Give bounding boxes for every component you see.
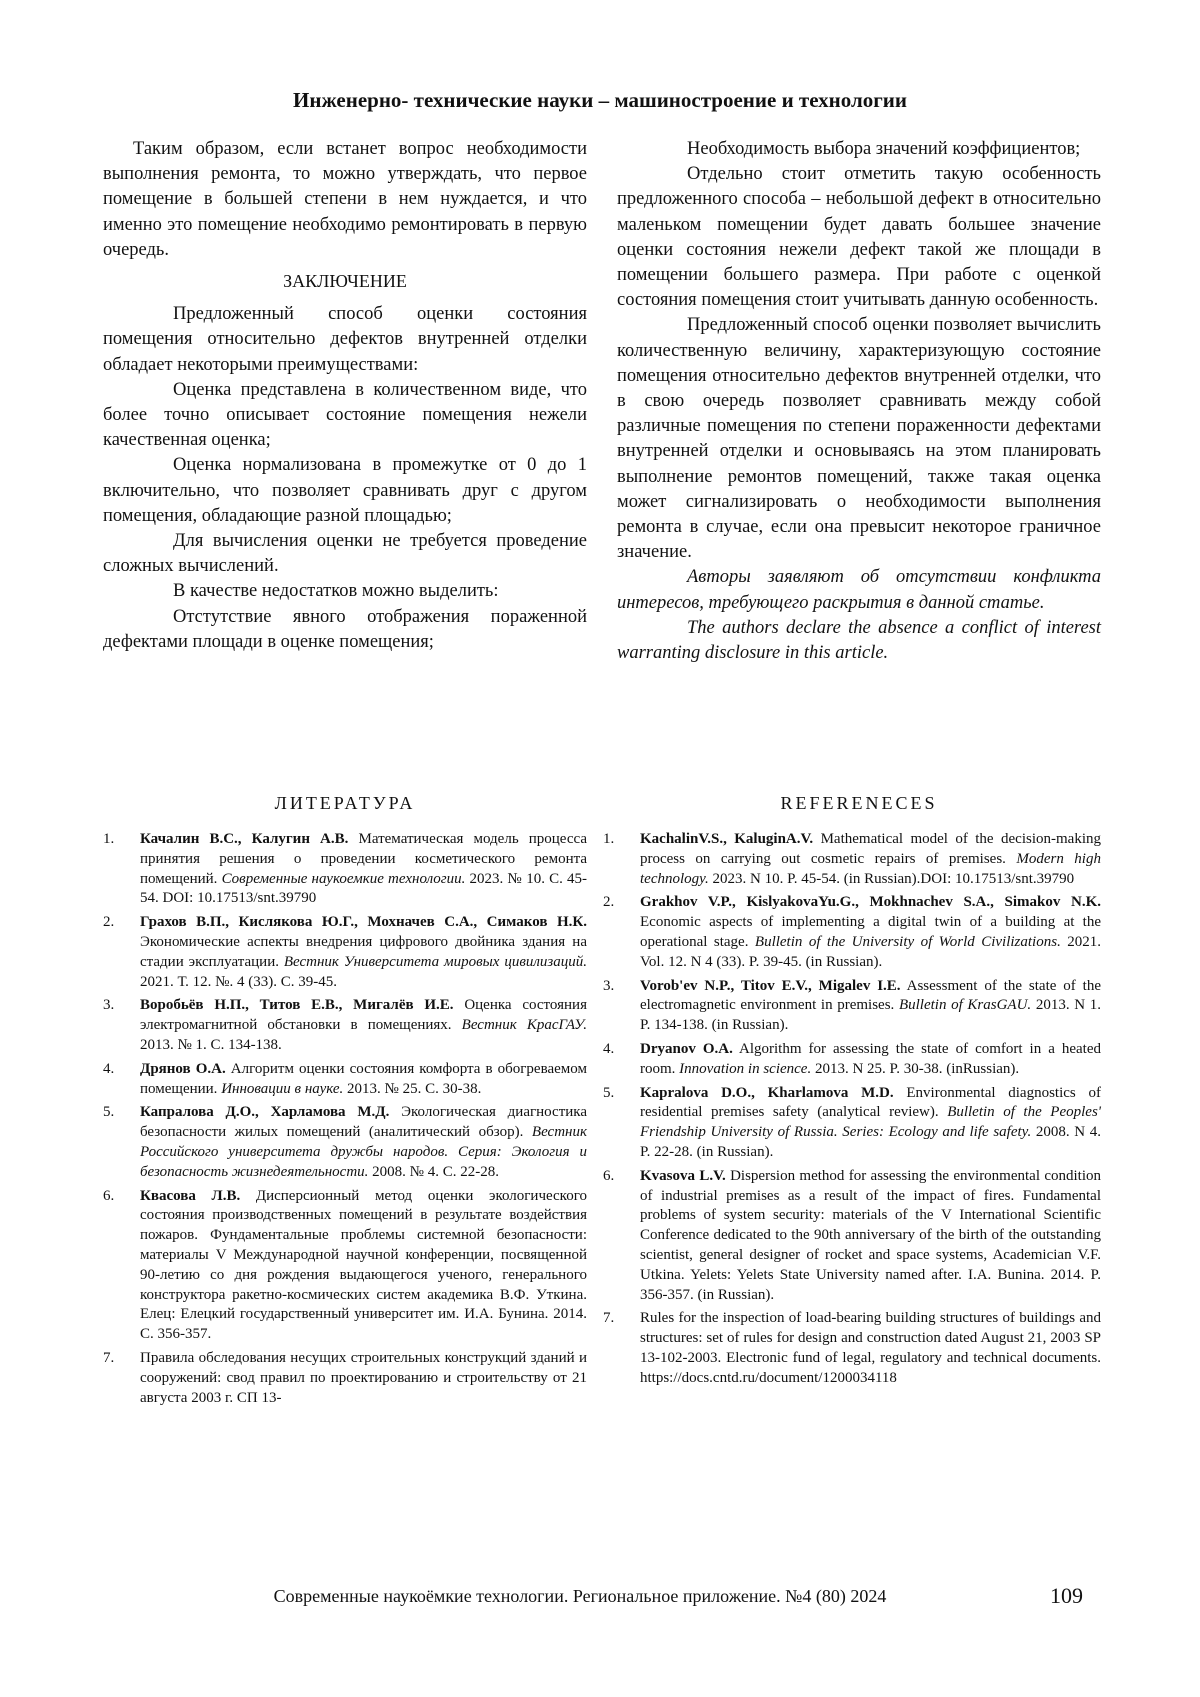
reference-item [603,1084,1101,1163]
reference-authors: Капралова Д.О., Харламова М.Д. [140,1104,390,1121]
reference-details: 2013. N 1. P. 134-138. (in Russian). [640,997,1101,1034]
reference-journal: Инновации в науке. [221,1080,344,1097]
reference-number: 4. [603,1040,615,1057]
reference-text: Экономические аспекты внедрения цифрового двойника здания на стадии эксплуатации. [140,933,587,970]
paragraph: Таким образом, если встанет вопрос необходимости выполнения ремонта, то можно утверждать, что первое помещение в большей степени в нем нуждается, и что именно это помещение необходимо ремонтировать в первую очередь. [103,139,587,260]
reference-journal: Вестник Университета мировых цивилизаций. [283,953,588,970]
reference-number: 3. [603,977,615,994]
reference-number: 3. [103,997,115,1014]
reference-text: Дисперсионный метод оценки экологического состояния производственных помещений в результате воздействия пожаров. Фундаментальные проблемы системной безопасности: материалы V Международной научной конференции, посвященной 90-летию со дня рождения выдающегося ученого, генерального конструктора ракетно-космических систем академика В.Ф. Уткина. Елец: Елецкий государственный университет им. И.А. Бунина. 2014. С. 356-357. [140,1187,587,1343]
references-list [603,830,1101,1393]
paragraph: Оценка нормализована в промежутке от 0 до 1 включительно, что позволяет сравнивать друг с другом помещения, обладающие разной площадью; [103,455,587,526]
reference-item [603,1167,1101,1306]
conflict-statement-ru: Авторы заявляют об отсутствии конфликта интересов, требующего раскрытия в данной статье. [617,567,1101,613]
paragraph: Необходимость выбора значений коэффициентов; [687,139,1081,159]
reference-item [103,996,587,1055]
reference-details: 2013. № 1. С. 134-138. [140,1036,282,1053]
reference-text: Assessment of the state of the electromagnetic environment in premises. [640,977,1101,1014]
reference-item [103,1060,587,1100]
reference-journal: Innovation in science. [679,1060,812,1077]
reference-authors: Квасова Л.В. [140,1187,241,1204]
left-text-column [103,137,587,655]
paragraph: Для вычисления оценки не требуется проведение сложных вычислений. [103,531,587,577]
reference-number: 1. [603,831,615,847]
paragraph: Оценка представлена в количественном виде, что более точно описывает состояние помещения нежели качественная оценка; [103,379,587,451]
reference-details: 2023. № 10. С. 45-54. DOI: 10.17513/snt.39790 [140,870,588,907]
paragraph: В качестве недостатков можно выделить: [173,581,499,602]
journal-footer: Современные наукоёмкие технологии. Региональное приложение. №4 (80) 2024 [273,1586,887,1606]
reference-text: Algorithm for assessing the state of comfort in a heated room. [640,1040,1101,1077]
reference-details: 2023. N 10. P. 45-54. (in Russian).DOI: 10.17513/snt.39790 [708,870,1075,887]
reference-number: 6. [603,1167,615,1184]
paragraph: Предложенный способ оценки позволяет вычислить количественную величину, характеризующую состояние помещения относительно дефектов внутренней отделки, что в свою очередь позволяет сравнивать между собой различные помещения по степени пораженности дефектами внутренней отделки и основываясь на этом планировать выполнение ремонтов помещений, также такая оценка может сигнализировать о необходимости выполнения ремонта в случае, если она превысит некоторое граничное значение. [617,315,1101,563]
reference-item [103,1103,587,1182]
reference-item [103,913,587,992]
reference-authors: Грахов В.П., Кислякова Ю.Г., Мохначев С.А., Симаков Н.К. [140,914,587,931]
references-heading: REFERENECES [780,793,938,813]
reference-number: 6. [103,1187,115,1204]
reference-text: Environmental diagnostics of residential premises safety (analytical review). [640,1084,1101,1121]
reference-number: 5. [603,1084,615,1101]
reference-details: 2013. № 25. С. 30-38. [343,1080,482,1097]
paragraph: Отдельно стоит отметить такую особенность предложенного способа – небольшой дефект в относительно маленьком помещении будет давать большее значение оценки состояния нежели дефект такой же площади в помещении большего размера. При работе с оценкой состояния помещения стоит учитывать данную особенность. [617,164,1101,311]
reference-item [603,1309,1101,1388]
literature-list [103,830,587,1412]
reference-details: 2021. Т. 12. №. 4 (33). С. 39-45. [140,973,337,990]
reference-number: 7. [103,1349,115,1366]
reference-number: 2. [603,894,615,911]
reference-item [603,830,1101,889]
reference-authors: KachalinV.S., KaluginA.V. [640,831,814,847]
paragraph: Отстутствие явного отображения пораженной дефектами площади в оценке помещения; [103,606,587,652]
right-text-column [617,137,1101,666]
reference-number: 7. [603,1310,615,1327]
reference-authors: Dryanov O.A. [640,1040,733,1057]
reference-authors: Kvasova L.V. [640,1167,726,1184]
reference-item [103,1187,587,1345]
reference-authors: Vorob'ev N.P., Titov E.V., Migalev I.E. [640,977,901,994]
paragraph: Предложенный способ оценки состояния помещения относительно дефектов внутренней отделки обладает некоторыми преимуществами: [103,304,587,375]
reference-authors: Kapralova D.O., Kharlamova M.D. [640,1084,894,1101]
reference-journal: Bulletin of KrasGAU. [898,997,1032,1014]
reference-text: Оценка состояния электромагнитной обстановки в помещениях. [140,997,587,1034]
reference-text: Dispersion method for assessing the environmental condition of industrial premises as a result of the impact of fires. Fundamental problems of system security: materials of the V International Scientific Conference dedicated to the 90th anniversary of the birth of the outstanding scientist, general designer of rocket and space systems, Academician V.F. Utkina. Yelets: Yelets State University named after. I.A. Bunina. 2014. P. 356-357. (in Russian). [640,1167,1101,1303]
literature-heading: ЛИТЕРАТУРА [274,793,416,813]
reference-text: Экологическая диагностика безопасности жилых помещений (аналитический обзор). [140,1104,588,1141]
reference-item [603,1040,1101,1080]
reference-number: 2. [103,914,115,931]
conclusion-heading: ЗАКЛЮЧЕНИЕ [283,271,407,292]
reference-details: 2008. № 4. С. 22-28. [368,1163,499,1180]
reference-text: Правила обследования несущих строительных конструкций зданий и сооружений: свод правил по проектированию и строительству от 21 августа 2003 г. СП 13- [140,1349,587,1406]
reference-journal: Bulletin of the Peoples' Friendship University of Russia. Series: Ecology and life safety. [640,1104,1101,1141]
reference-text: Mathematical model of the decision-making process on carrying out cosmetic repairs of premises. [640,831,1101,867]
reference-number: 5. [103,1104,115,1121]
reference-authors: Воробьёв Н.П., Титов Е.В., Мигалёв И.Е. [140,997,454,1014]
reference-item [603,977,1101,1036]
page-number: 109 [1050,1583,1083,1608]
conflict-statement-en: The authors declare the absence a conflict of interest warranting disclosure in this article. [617,617,1101,664]
reference-item [603,893,1101,972]
reference-details: 2008. N 4. P. 22-28. (in Russian). [640,1124,1101,1160]
reference-text: Economic aspects of implementing a digital twin of a building at the operational stage. [640,914,1101,950]
reference-journal: Modern high technology. [640,850,1101,887]
reference-item [103,1349,587,1408]
reference-text: Rules for the inspection of load-bearing building structures of buildings and structures: set of rules for design and construction dated August 21, 2003 SP 13-102-2003. Electronic fund of legal, regulatory and technical documents. https://docs.cntd.ru/document/1200034118 [640,1310,1101,1386]
reference-authors: Качалин В.С., Калугин А.В. [140,831,349,847]
reference-number: 1. [103,831,115,847]
reference-number: 4. [103,1060,115,1077]
reference-authors: Дрянов О.А. [140,1060,226,1077]
reference-text: Алгоритм оценки состояния комфорта в обогреваемом помещении. [140,1060,587,1097]
reference-journal: Современные наукоемкие технологии. [221,870,466,887]
reference-details: 2021. Vol. 12. N 4 (33). P. 39-45. (in Russian). [640,933,1102,970]
reference-item [103,830,587,909]
reference-authors: Grakhov V.P., KislyakovaYu.G., Mokhnachev S.A., Simakov N.K. [640,894,1101,911]
running-header: Инженерно- технические науки – машиностроение и технологии [293,88,907,112]
reference-details: 2013. N 25. P. 30-38. (inRussian). [811,1060,1020,1077]
reference-text: Математическая модель процесса принятия решения о проведении косметического ремонта помещений. [140,831,587,887]
reference-journal: Вестник Российского университета дружбы народов. Серия: Экология и безопасность жизнедеятельности. [140,1124,587,1180]
reference-journal: Вестник КрасГАУ. [461,1017,587,1034]
reference-journal: Bulletin of the University of World Civilizations. [754,933,1061,950]
